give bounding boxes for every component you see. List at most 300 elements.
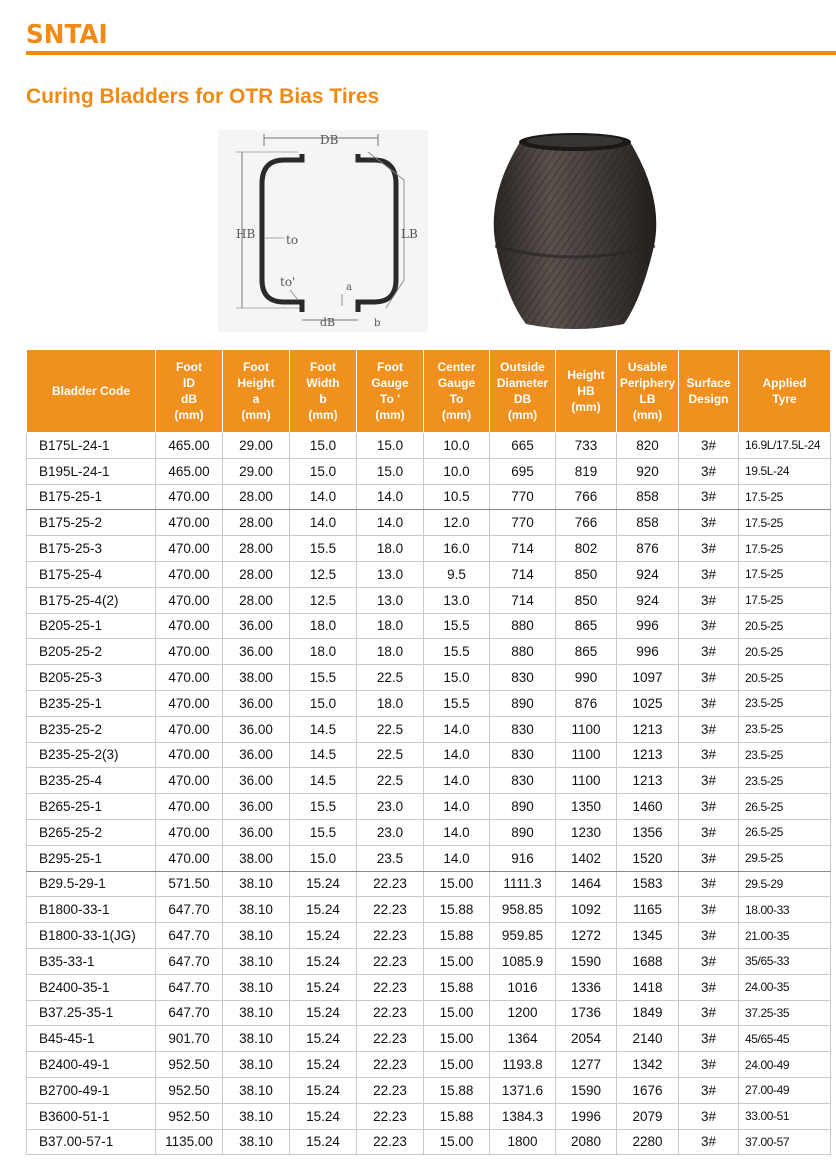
table-cell: 36.00 [223,613,290,639]
table-row [27,923,831,949]
column-header-line: To ' [380,392,400,406]
table-row [27,819,831,845]
table-cell: 1085.9 [490,948,556,974]
bladder-code-cell: B175-25-4 [27,561,156,587]
column-header-line: Foot [176,360,202,374]
column-header-line: Gauge [371,376,409,390]
table-cell: 3# [679,1103,739,1129]
table-cell: 2080 [556,1129,617,1155]
table-cell: 38.00 [223,665,290,691]
column-header-line: (mm) [308,408,338,422]
applied-tyre-cell: 37.00-57 [739,1129,831,1155]
table-cell: 1350 [556,794,617,820]
table-cell: 18.0 [357,690,424,716]
table-cell: 38.10 [223,948,290,974]
table-cell: 3# [679,536,739,562]
table-cell: 22.5 [357,716,424,742]
table-cell: 1100 [556,768,617,794]
table-cell: 15.00 [424,1129,490,1155]
table-cell: 15.24 [290,871,357,897]
table-cell: 36.00 [223,690,290,716]
table-cell: 958.85 [490,897,556,923]
table-cell: 3# [679,742,739,768]
bladder-code-cell: B175L-24-1 [27,433,156,459]
table-cell: 820 [617,433,679,459]
table-row [27,587,831,613]
applied-tyre-cell: 24.00-35 [739,974,831,1000]
table-cell: 802 [556,536,617,562]
table-cell: 830 [490,742,556,768]
column-header-line: b [319,392,327,406]
table-cell: 647.70 [156,974,223,1000]
table-cell: 920 [617,458,679,484]
applied-tyre-cell: 33.00-51 [739,1103,831,1129]
bladder-code-cell: B205-25-3 [27,665,156,691]
table-cell: 15.00 [424,1000,490,1026]
applied-tyre-cell: 17.5-25 [739,510,831,536]
bladder-spec-table [26,349,831,1155]
table-cell: 1111.3 [490,871,556,897]
bladder-code-cell: B3600-51-1 [27,1103,156,1129]
table-cell: 3# [679,923,739,949]
table-cell: 38.00 [223,845,290,871]
applied-tyre-cell: 20.5-25 [739,613,831,639]
header-rule [26,51,836,55]
table-cell: 1213 [617,768,679,794]
table-cell: 1213 [617,716,679,742]
table-cell: 9.5 [424,561,490,587]
table-cell: 15.24 [290,1026,357,1052]
bladder-code-cell: B1800-33-1(JG) [27,923,156,949]
table-cell: 29.00 [223,433,290,459]
table-cell: 36.00 [223,768,290,794]
bladder-product-image [492,128,657,333]
table-cell: 470.00 [156,536,223,562]
bladder-code-cell: B175-25-2 [27,510,156,536]
table-cell: 1200 [490,1000,556,1026]
applied-tyre-cell: 20.5-25 [739,639,831,665]
table-cell: 36.00 [223,716,290,742]
table-cell: 3# [679,639,739,665]
table-cell: 1460 [617,794,679,820]
table-cell: 15.88 [424,897,490,923]
table-cell: 714 [490,561,556,587]
column-header-line: Center [437,360,476,374]
bladder-code-cell: B2400-49-1 [27,1052,156,1078]
table-cell: 38.10 [223,1000,290,1026]
bladder-code-cell: B29.5-29-1 [27,871,156,897]
table-cell: 38.10 [223,871,290,897]
table-cell: 952.50 [156,1103,223,1129]
table-row [27,665,831,691]
column-header-line: Width [306,376,340,390]
table-cell: 770 [490,484,556,510]
table-cell: 18.0 [290,613,357,639]
table-cell: 15.0 [290,458,357,484]
table-cell: 23.0 [357,794,424,820]
table-cell: 850 [556,561,617,587]
bladder-code-cell: B235-25-2 [27,716,156,742]
table-cell: 15.24 [290,1077,357,1103]
table-cell: 22.23 [357,1129,424,1155]
table-cell: 1092 [556,897,617,923]
table-cell: 22.23 [357,948,424,974]
table-cell: 465.00 [156,433,223,459]
page-title: Curing Bladders for OTR Bias Tires [26,85,380,108]
table-cell: 470.00 [156,510,223,536]
table-cell: 15.88 [424,974,490,1000]
table-cell: 3# [679,897,739,923]
table-cell: 15.24 [290,923,357,949]
column-header [357,350,424,433]
column-header-line: To [449,392,464,406]
table-cell: 571.50 [156,871,223,897]
column-header-line: Height [567,368,605,382]
table-cell: 959.85 [490,923,556,949]
table-cell: 3# [679,1000,739,1026]
applied-tyre-cell: 24.00-49 [739,1052,831,1078]
table-cell: 1849 [617,1000,679,1026]
column-header [156,350,223,433]
table-cell: 15.88 [424,923,490,949]
column-header [739,350,831,433]
diagram-label-to-prime: to' [280,275,296,289]
table-cell: 15.0 [290,433,357,459]
table-cell: 15.24 [290,1052,357,1078]
table-cell: 1520 [617,845,679,871]
table-cell: 3# [679,1052,739,1078]
table-cell: 3# [679,974,739,1000]
table-row [27,1103,831,1129]
table-cell: 1100 [556,742,617,768]
column-header-line: Outside [500,360,545,374]
diagram-label-a: a [346,282,352,293]
table-row [27,484,831,510]
table-cell: 733 [556,433,617,459]
table-cell: 1193.8 [490,1052,556,1078]
table-cell: 18.0 [290,639,357,665]
table-cell: 15.24 [290,1000,357,1026]
column-header-line: Foot [310,360,336,374]
table-cell: 1418 [617,974,679,1000]
table-cell: 28.00 [223,484,290,510]
column-header-line: (mm) [571,400,601,414]
applied-tyre-cell: 17.5-25 [739,587,831,613]
bladder-code-cell: B195L-24-1 [27,458,156,484]
table-cell: 14.0 [290,510,357,536]
column-header-line: Usable [627,360,668,374]
table-cell: 23.0 [357,819,424,845]
table-cell: 15.0 [357,433,424,459]
column-header-line: (mm) [441,408,472,422]
table-row [27,948,831,974]
table-cell: 14.0 [424,845,490,871]
brand-logo: SNTAI [26,20,108,50]
column-header-line: (mm) [507,408,538,422]
table-cell: 38.10 [223,897,290,923]
table-cell: 3# [679,1026,739,1052]
table-cell: 12.5 [290,561,357,587]
table-header-row [27,350,831,433]
table-row [27,1000,831,1026]
table-cell: 924 [617,587,679,613]
table-cell: 714 [490,536,556,562]
table-cell: 470.00 [156,639,223,665]
column-header-line: Height [237,376,275,390]
column-header-line: LB [639,392,656,406]
table-cell: 1464 [556,871,617,897]
table-cell: 13.0 [357,587,424,613]
column-header-line: Diameter [496,376,549,390]
table-cell: 3# [679,433,739,459]
column-header [617,350,679,433]
table-row [27,613,831,639]
table-cell: 1688 [617,948,679,974]
column-header-line: Bladder Code [51,384,130,398]
bladder-code-cell: B295-25-1 [27,845,156,871]
bladder-code-cell: B37.00-57-1 [27,1129,156,1155]
table-cell: 15.00 [424,948,490,974]
bladder-code-cell: B35-33-1 [27,948,156,974]
table-cell: 38.10 [223,1129,290,1155]
diagram-label-lb: LB [401,227,418,241]
applied-tyre-cell: 17.5-25 [739,561,831,587]
table-cell: 15.0 [424,665,490,691]
table-cell: 22.5 [357,742,424,768]
table-cell: 996 [617,639,679,665]
table-cell: 830 [490,716,556,742]
table-cell: 36.00 [223,742,290,768]
bladder-code-cell: B175-25-4(2) [27,587,156,613]
diagram-label-b: b [374,318,381,329]
table-cell: 2054 [556,1026,617,1052]
table-cell: 38.10 [223,1052,290,1078]
table-cell: 3# [679,510,739,536]
table-cell: 22.23 [357,974,424,1000]
table-cell: 15.24 [290,1129,357,1155]
column-header-line: Tyre [772,392,797,406]
table-cell: 830 [490,665,556,691]
table-cell: 3# [679,819,739,845]
table-row [27,897,831,923]
table-cell: 470.00 [156,665,223,691]
table-row [27,1052,831,1078]
column-header-line: Design [688,392,729,406]
table-cell: 15.5 [290,665,357,691]
table-cell: 28.00 [223,536,290,562]
table-row [27,561,831,587]
table-cell: 865 [556,613,617,639]
column-header-line: HB [577,384,595,398]
table-cell: 470.00 [156,561,223,587]
table-cell: 14.0 [424,819,490,845]
table-cell: 1025 [617,690,679,716]
table-cell: 858 [617,484,679,510]
table-cell: 16.0 [424,536,490,562]
table-cell: 465.00 [156,458,223,484]
table-cell: 38.10 [223,1026,290,1052]
table-cell: 858 [617,510,679,536]
table-cell: 470.00 [156,613,223,639]
table-cell: 3# [679,794,739,820]
table-cell: 3# [679,484,739,510]
table-cell: 14.5 [290,768,357,794]
table-cell: 22.23 [357,871,424,897]
table-cell: 15.88 [424,1077,490,1103]
bladder-code-cell: B37.25-35-1 [27,1000,156,1026]
table-cell: 865 [556,639,617,665]
bladder-code-cell: B205-25-2 [27,639,156,665]
applied-tyre-cell: 18.00-33 [739,897,831,923]
table-cell: 14.5 [290,716,357,742]
table-cell: 14.0 [357,484,424,510]
table-cell: 14.0 [424,794,490,820]
table-cell: 38.10 [223,923,290,949]
table-row [27,458,831,484]
table-cell: 38.10 [223,974,290,1000]
table-cell: 23.5 [357,845,424,871]
table-cell: 1342 [617,1052,679,1078]
column-header [424,350,490,433]
table-cell: 36.00 [223,794,290,820]
table-row [27,974,831,1000]
bladder-code-cell: B205-25-1 [27,613,156,639]
diagram-label-hb: HB [236,227,256,241]
bladder-code-cell: B175-25-3 [27,536,156,562]
table-row [27,871,831,897]
table-cell: 470.00 [156,484,223,510]
table-cell: 3# [679,613,739,639]
bladder-code-cell: B235-25-4 [27,768,156,794]
table-cell: 890 [490,819,556,845]
bladder-code-cell: B235-25-1 [27,690,156,716]
table-cell: 695 [490,458,556,484]
table-cell: 15.88 [424,1103,490,1129]
table-cell: 647.70 [156,923,223,949]
table-cell: 470.00 [156,845,223,871]
column-header [27,350,156,433]
table-cell: 14.0 [290,484,357,510]
applied-tyre-cell: 29.5-25 [739,845,831,871]
table-cell: 3# [679,1077,739,1103]
table-cell: 1100 [556,716,617,742]
column-header-line: Applied [762,376,807,390]
table-cell: 15.0 [290,845,357,871]
applied-tyre-cell: 37.25-35 [739,1000,831,1026]
table-cell: 1135.00 [156,1129,223,1155]
applied-tyre-cell: 16.9L/17.5L-24 [739,433,831,459]
table-cell: 470.00 [156,768,223,794]
applied-tyre-cell: 23.5-25 [739,742,831,768]
table-cell: 10.0 [424,458,490,484]
table-cell: 1402 [556,845,617,871]
table-cell: 15.5 [290,536,357,562]
table-row [27,794,831,820]
applied-tyre-cell: 20.5-25 [739,665,831,691]
column-header-line: (mm) [375,408,405,422]
table-cell: 3# [679,587,739,613]
bladder-code-cell: B175-25-1 [27,484,156,510]
applied-tyre-cell: 23.5-25 [739,716,831,742]
bladder-code-cell: B265-25-2 [27,819,156,845]
table-cell: 766 [556,510,617,536]
table-cell: 22.5 [357,665,424,691]
table-cell: 647.70 [156,1000,223,1026]
applied-tyre-cell: 26.5-25 [739,794,831,820]
table-cell: 28.00 [223,561,290,587]
table-cell: 22.5 [357,768,424,794]
table-cell: 15.24 [290,897,357,923]
table-cell: 470.00 [156,587,223,613]
table-cell: 14.0 [424,768,490,794]
column-header-line: dB [181,392,197,406]
table-cell: 2079 [617,1103,679,1129]
column-header-line: (mm) [174,408,204,422]
table-cell: 952.50 [156,1052,223,1078]
column-header-line: (mm) [632,408,663,422]
table-cell: 1371.6 [490,1077,556,1103]
table-cell: 15.00 [424,1052,490,1078]
table-cell: 714 [490,587,556,613]
table-row [27,433,831,459]
table-cell: 1336 [556,974,617,1000]
table-row [27,690,831,716]
table-cell: 3# [679,690,739,716]
table-cell: 880 [490,639,556,665]
table-cell: 819 [556,458,617,484]
applied-tyre-cell: 19.5L-24 [739,458,831,484]
table-cell: 1364 [490,1026,556,1052]
table-cell: 766 [556,484,617,510]
table-cell: 876 [556,690,617,716]
table-cell: 14.5 [290,742,357,768]
table-cell: 1583 [617,871,679,897]
table-cell: 22.23 [357,1000,424,1026]
applied-tyre-cell: 35/65-33 [739,948,831,974]
table-cell: 1165 [617,897,679,923]
table-cell: 15.5 [290,819,357,845]
table-cell: 29.00 [223,458,290,484]
table-cell: 924 [617,561,679,587]
bladder-code-cell: B1800-33-1 [27,897,156,923]
table-row [27,536,831,562]
column-header-line: DB [513,392,532,406]
table-cell: 470.00 [156,794,223,820]
column-header [290,350,357,433]
table-cell: 15.5 [424,690,490,716]
table-cell: 10.0 [424,433,490,459]
column-header-line: a [252,392,260,406]
table-cell: 28.00 [223,510,290,536]
table-cell: 22.23 [357,1077,424,1103]
table-cell: 36.00 [223,639,290,665]
table-cell: 13.0 [424,587,490,613]
applied-tyre-cell: 27.00-49 [739,1077,831,1103]
table-cell: 38.10 [223,1077,290,1103]
table-row [27,510,831,536]
column-header-line: Gauge [437,376,476,390]
table-cell: 3# [679,458,739,484]
table-row [27,1026,831,1052]
table-cell: 18.0 [357,536,424,562]
table-cell: 36.00 [223,819,290,845]
diagram-label-db-lower: dB [320,316,336,329]
table-cell: 1800 [490,1129,556,1155]
table-cell: 15.24 [290,974,357,1000]
table-cell: 1277 [556,1052,617,1078]
column-header [556,350,617,433]
table-cell: 770 [490,510,556,536]
